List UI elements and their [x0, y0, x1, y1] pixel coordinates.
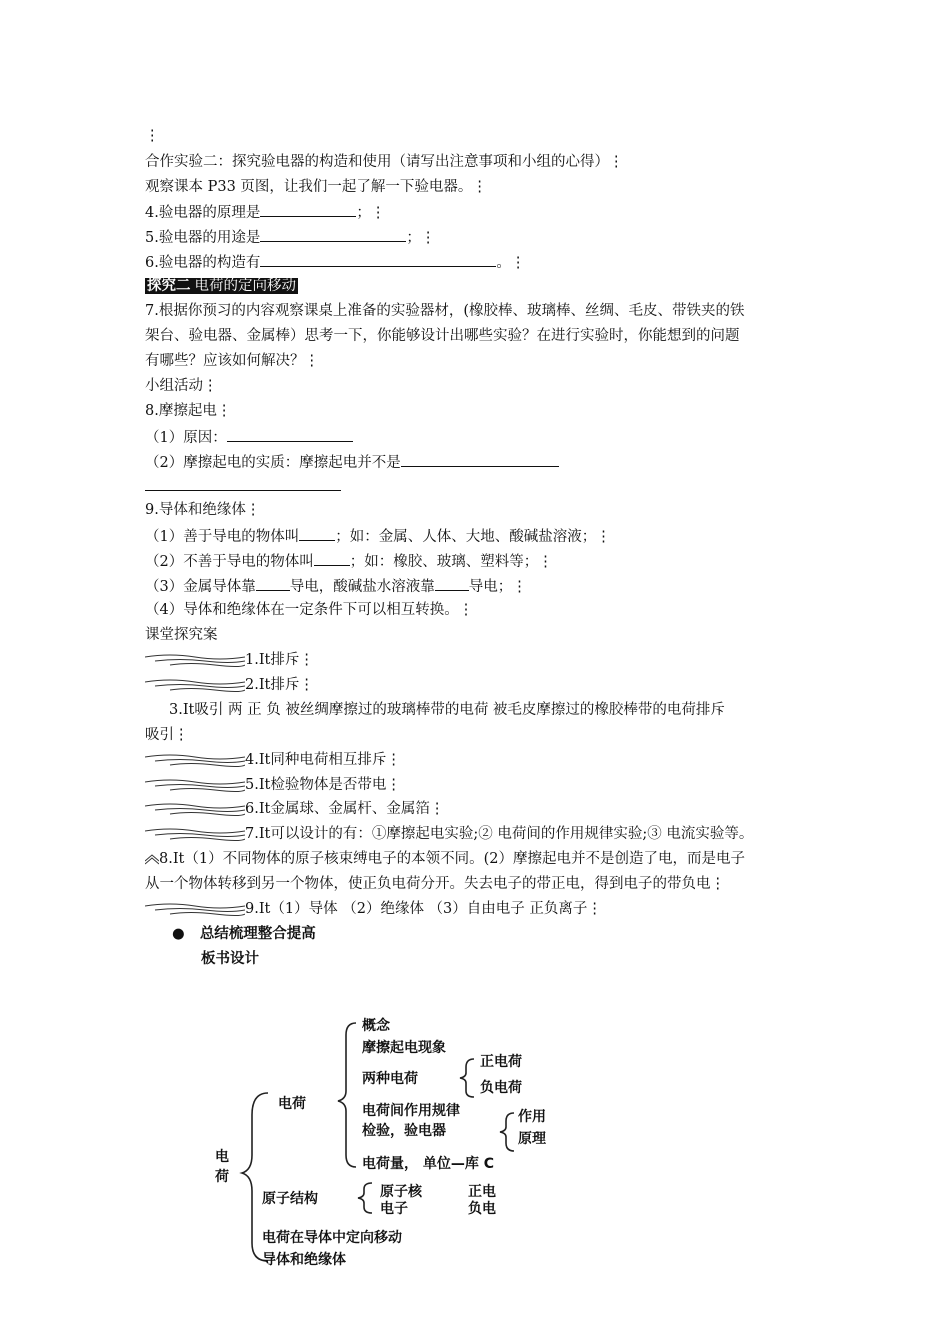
question-8-2-text: （2）摩擦起电的实质：摩擦起电并不是 — [145, 455, 401, 471]
answer-2 — [145, 675, 314, 695]
answer-7-text: 7.Ⅰt可以设计的有：①摩擦起电实验;② 电荷间的作用规律实验;③ 电流实验等。 — [245, 826, 754, 842]
question-9-1-text: （1）善于导电的物体叫 — [145, 529, 300, 545]
function-item: 作用 — [518, 1109, 546, 1125]
inquiry-heading: 课堂探究案 — [145, 627, 218, 643]
answer-blank[interactable] — [435, 575, 469, 591]
question-9-3-mid: 导电，酸碱盐水溶液靠 — [289, 579, 435, 595]
answer-blank[interactable] — [256, 575, 290, 591]
question-8: 8.摩擦起电⋮ — [145, 403, 232, 419]
interaction-law-item: 电荷间作用规律 — [362, 1103, 460, 1119]
answer-2-text: 2.Ⅰt排斥⋮ — [245, 677, 314, 693]
answer-blank[interactable] — [314, 550, 350, 566]
answer-7 — [145, 824, 753, 844]
question-9-2 — [145, 550, 553, 572]
question-8-2-continued — [145, 475, 341, 497]
answer-5 — [145, 775, 401, 795]
nucleus-item: 原子核 — [380, 1184, 422, 1200]
wave-marker-icon — [145, 753, 245, 767]
question-7-line2: 架台、验电器、金属棒）思考一下，你能够设计出哪些实验？在进行实验时，你能想到的问题 — [145, 328, 740, 344]
wave-marker-icon — [145, 802, 245, 816]
question-9-3 — [145, 575, 527, 597]
directional-movement: 电荷在导体中定向移动 — [262, 1230, 402, 1246]
question-9-2-end: ；如：橡胶、玻璃、塑料等；⋮ — [349, 554, 553, 570]
question-9-1-end: ；如：金属、人体、大地、酸碱盐溶液；⋮ — [335, 529, 611, 545]
wave-marker-icon — [145, 678, 245, 692]
observe-instruction: 观察课本 P33 页图，让我们一起了解一下验电器。⋮ — [145, 179, 487, 195]
answer-3-line1: 3.Ⅰt吸引 两 正 负 被丝绸摩擦过的玻璃棒带的电荷 被毛皮摩擦过的橡胶棒带的电荷排斥 — [169, 702, 725, 718]
root-label: 电荷 — [215, 1149, 229, 1185]
answer-blank[interactable] — [299, 525, 335, 541]
board-design-title: 板书设计 — [201, 951, 259, 967]
answer-8-line2: 从一个物体转移到另一个物体，使正负电荷分开。失去电子的带正电，得到电子的带负电⋮ — [145, 876, 725, 892]
question-8-1 — [145, 426, 353, 448]
answer-1 — [145, 650, 314, 670]
wave-marker-icon — [145, 778, 245, 792]
question-5-text: 5.验电器的用途是 — [145, 230, 261, 246]
answer-blank[interactable] — [401, 451, 559, 467]
positive-item: 正电 — [468, 1184, 496, 1200]
answer-6 — [145, 799, 444, 819]
question-4 — [145, 201, 385, 223]
answer-5-text: 5.Ⅰt检验物体是否带电⋮ — [245, 777, 401, 793]
summary-heading — [172, 924, 316, 944]
bullet-icon: ● — [172, 926, 185, 942]
answer-8-text: 8.Ⅰt（1）不同物体的原子核束缚电子的本领不同。(2）摩擦起电并不是创造了电，而是电子 — [159, 851, 745, 867]
answer-9-text: 9.Ⅰt（1）导体 （2）绝缘体 （3）自由电子 正负离子⋮ — [245, 901, 602, 917]
answer-9 — [145, 899, 602, 919]
question-9-2-text: （2）不善于导电的物体叫 — [145, 554, 314, 570]
principle-item: 原理 — [518, 1131, 546, 1147]
answer-3-line2: 吸引⋮ — [145, 727, 189, 743]
answer-blank[interactable] — [145, 475, 341, 491]
small-wave-icon — [145, 853, 159, 865]
section-title: 电荷的定向移动 — [194, 278, 296, 294]
electron-item: 电子 — [380, 1201, 408, 1217]
question-9-3-text: （3）金属导体靠 — [145, 579, 256, 595]
answer-blank[interactable] — [227, 426, 353, 442]
question-7-line1: 7.根据你预习的内容观察课桌上准备的实验器材，(橡胶棒、玻璃棒、丝绸、毛皮、带铁夹的铁 — [145, 303, 745, 319]
question-9-1 — [145, 525, 611, 547]
answer-blank[interactable] — [260, 251, 496, 267]
atom-structure: 原子结构 — [262, 1191, 318, 1207]
question-4-end: ；⋮ — [356, 205, 386, 221]
question-9-4: （4）导体和绝缘体在一定条件下可以相互转换。⋮ — [145, 602, 474, 618]
section-label: 探究二 — [147, 277, 191, 294]
answer-6-text: 6.Ⅰt金属球、金属杆、金属箔⋮ — [245, 801, 445, 817]
concept-item: 概念 — [362, 1018, 390, 1034]
question-4-text: 4.验电器的原理是 — [145, 205, 261, 221]
question-9-3-end: 导电；⋮ — [468, 579, 527, 595]
question-8-2 — [145, 451, 559, 473]
question-8-1-text: （1）原因： — [145, 430, 227, 446]
positive-charge: 正电荷 — [480, 1054, 522, 1070]
negative-charge: 负电荷 — [480, 1080, 522, 1096]
answer-8-line1 — [145, 849, 745, 869]
answer-4 — [145, 750, 401, 770]
branch-charge: 电荷 — [278, 1096, 306, 1112]
question-6-end: 。⋮ — [496, 255, 526, 271]
experiment-two-heading: 合作实验二：探究验电器的构造和使用（请写出注意事项和小组的心得）⋮ — [145, 154, 624, 170]
answer-1-text: 1.Ⅰt排斥⋮ — [245, 652, 314, 668]
electroscope-item: 检验，验电器 — [362, 1123, 446, 1139]
wave-marker-icon — [145, 902, 245, 916]
wave-marker-icon — [145, 827, 245, 841]
answer-4-text: 4.Ⅰt同种电荷相互排斥⋮ — [245, 752, 401, 768]
answer-blank[interactable] — [260, 201, 356, 217]
question-5 — [145, 226, 435, 248]
question-7-line3: 有哪些？应该如何解决？⋮ — [145, 353, 319, 369]
summary-title: 总结梳理整合提高 — [199, 926, 316, 942]
continuation-mark: ⋮ — [145, 128, 160, 144]
question-9: 9.导体和绝缘体⋮ — [145, 502, 261, 518]
two-charges-item: 两种电荷 — [362, 1071, 418, 1087]
group-activity: 小组活动⋮ — [145, 378, 218, 394]
negative-item: 负电 — [468, 1201, 496, 1217]
question-6 — [145, 251, 525, 273]
question-6-text: 6.验电器的构造有 — [145, 255, 261, 271]
conductors-insulators: 导体和绝缘体 — [262, 1252, 346, 1268]
concept-diagram — [190, 1015, 610, 1275]
friction-item: 摩擦起电现象 — [362, 1040, 446, 1056]
charge-quantity-item: 电荷量， 单位—库 C — [362, 1156, 495, 1172]
answer-blank[interactable] — [260, 226, 406, 242]
question-5-end: ；⋮ — [406, 230, 436, 246]
wave-marker-icon — [145, 653, 245, 667]
section-heading — [145, 276, 298, 296]
